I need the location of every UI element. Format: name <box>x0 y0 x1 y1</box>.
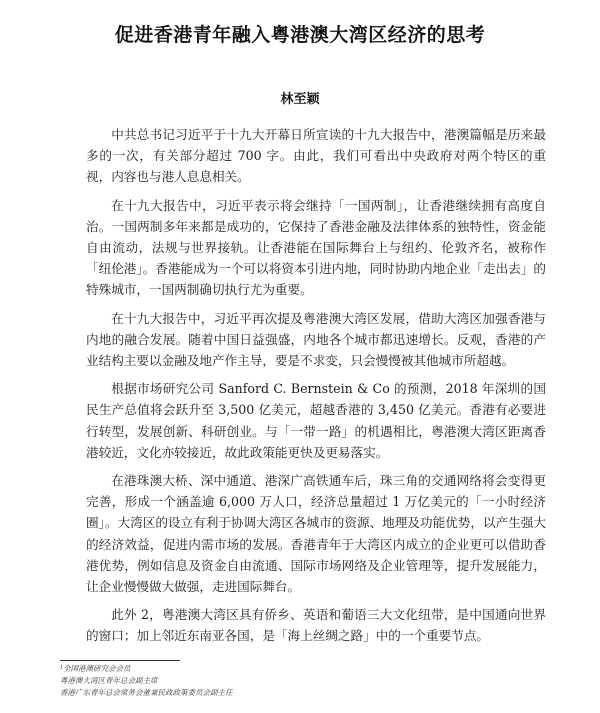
paragraph-1: 中共总书记习近平于十九大开幕日所宣读的十九大报告中，港澳篇幅是历来最多的一次，有关部分超过 700 字。由此，我们可看出中央政府对两个特区的重视，内容也与港人息息相关。 <box>86 127 546 185</box>
footnotes <box>60 663 560 699</box>
paragraph-5: 在港珠澳大桥、深中通道、港深广高铁通车后，珠三角的交通网络将会变得更完善，形成一个涵盖逾 6,000 万人口，经济总量超过 1 万亿美元的「一小时经济圈」。大湾区的设立有利于协调大湾区各城市的资源、地理及功能优势，以产生强大的经济效益，促进内需市场的发展。香港青年于大湾区内成立的企业更可以借助香港优势，例如信息及资金自由流通、国际市场网络及企业管理等，提升发展能力，让企业慢慢做大做强，走进国际舞台。 <box>86 473 546 595</box>
footnote-2: 粤港澳大湾区青年总会副主席 <box>60 676 158 685</box>
footnote-divider <box>60 660 180 661</box>
footnote-3: 香港广东青年总会常务会董兼民政政策委员会副主任 <box>60 688 233 697</box>
paragraph-6: 此外 2，粤港澳大湾区具有侨乡、英语和葡语三大文化纽带，是中国通向世界的窗口；加上邻近东南亚各国，是「海上丝绸之路」中的一个重要节点。 <box>86 607 546 644</box>
article-body <box>86 124 546 654</box>
page-title: 促进香港青年融入粤港澳大湾区经济的思考 <box>114 24 486 46</box>
paragraph-4: 根据市场研究公司 Sanford C. Bernstein & Co 的预测，2018 年深圳的国民生产总值将会跃升至 3,500 亿美元，超越香港的 3,450 亿美元。香港有必要进行转型，发展创新、科研创业。与「一带一路」的机遇相比，粤港澳大湾区距离香港较近，文化亦较接近，故此政策能更快及更易落实。 <box>86 381 546 460</box>
footnote-1: ¹全国港澳研究会会员 <box>60 664 131 673</box>
paragraph-3: 在十九大报告中，习近平再次提及粤港澳大湾区发展，借助大湾区加强香港与内地的融合发展。随着中国日益强盛，内地各个城市都迅速增长。反观，香港的产业结构主要以金融及地产作主导，要是不求变，只会慢慢被其他城市所超越。 <box>86 310 546 369</box>
author-name: 林至颖 <box>280 92 320 107</box>
paragraph-2: 在十九大报告中，习近平表示将会继持「一国两制」，让香港继续拥有高度自治。一国两制多年来都是成功的，它保持了香港金融及法律体系的独特性，资金能自由流动，法规与世界接轨。让香港能在国际舞台上与纽约、伦敦齐名，被称作「纽伦港」。香港能成为一个可以将资本引进内地，同时协助内地企业「走出去」的特殊城市，一国两制确切执行尤为重要。 <box>86 197 546 298</box>
